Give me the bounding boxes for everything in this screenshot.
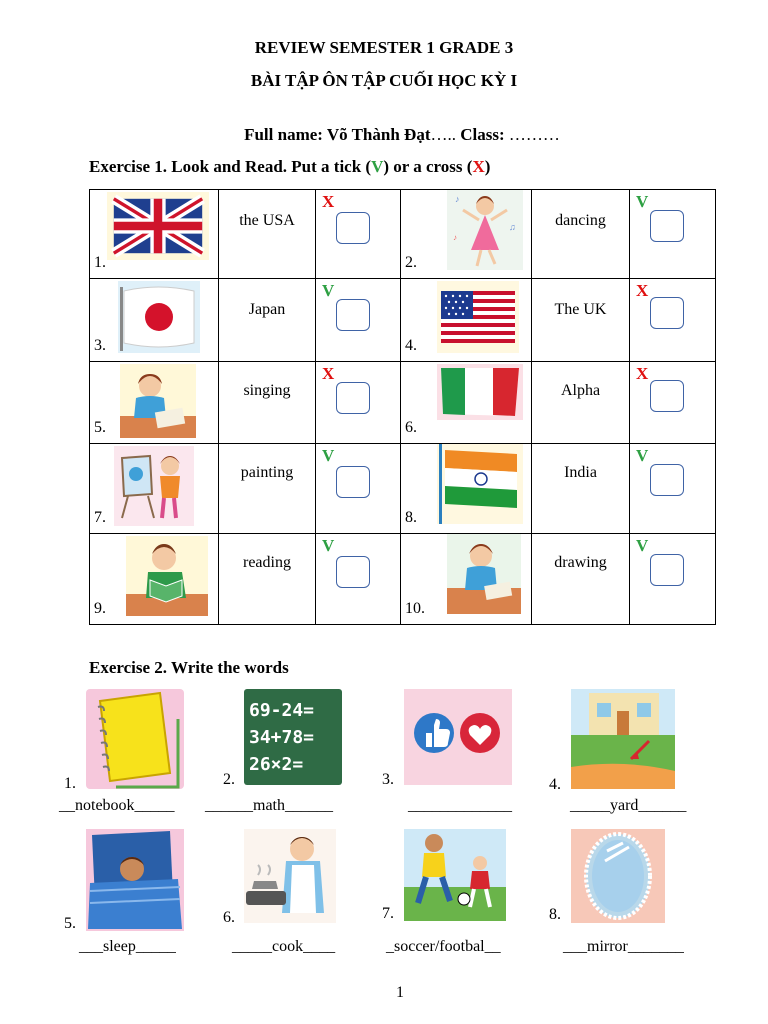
answer-cell [630,534,716,625]
tick-mark: V [322,536,335,555]
sleeping-child-icon [86,829,184,931]
math-board-icon [244,689,342,785]
cross-symbol: X [472,157,485,176]
table-row [90,444,716,534]
item-number: 4. [549,776,561,793]
word-cell: drawing [532,534,630,625]
exercise1-title: Exercise 1. Look and Read. Put a tick (V) or a cross (X) [89,157,491,176]
answer-line[interactable]: ___sleep_____ [79,938,176,955]
svg-text:♪: ♪ [453,233,457,242]
yard-icon [571,689,675,789]
document-subtitle: BÀI TẬP ÔN TẬP CUỐI HỌC KỲ I [250,71,518,90]
tick-mark: V [636,536,649,555]
cooking-man-icon [244,829,336,923]
answer-cell [630,279,716,362]
uk-flag-icon [106,192,210,260]
girl-drawing-icon [120,364,196,438]
class-dots: ……… [504,125,560,144]
svg-text:♫: ♫ [509,222,516,232]
cross-mark: X [322,192,335,211]
girl-painting-icon [114,446,194,526]
answer-checkbox[interactable] [650,464,684,496]
word-cell: dancing [532,190,630,279]
student-info-line [0,125,768,145]
answer-cell [316,534,401,625]
fullname-dots: ….. [430,125,461,144]
answer-checkbox[interactable] [650,554,684,586]
answer-cell [316,444,401,534]
answer-cell [316,279,401,362]
picture-cell: 6. [401,362,532,444]
svg-text:♪: ♪ [455,194,460,204]
answer-line[interactable]: _____________ [408,797,512,814]
tick-symbol: V [371,157,384,176]
picture-cell: 4. [401,279,532,362]
item-number: 8. [549,906,561,923]
item-number: 1. [64,775,76,792]
item-number: 5. [64,915,76,932]
svg-text:69-24=: 69-24= [249,700,315,721]
table-row [90,279,716,362]
exercise1-table [89,189,716,625]
notebook-icon [86,689,184,789]
india-flag-icon [437,444,523,524]
picture-cell: 5. [90,362,219,444]
answer-checkbox[interactable] [650,380,684,412]
word-cell: Japan [219,279,316,362]
answer-cell [316,190,401,279]
usa-flag-icon [437,281,519,353]
item-number: 3. [382,771,394,788]
tick-mark: V [636,446,649,465]
table-row [90,190,716,279]
word-cell: singing [219,362,316,444]
picture-cell: 3. [90,279,219,362]
word-cell: the USA [219,190,316,279]
word-cell: Alpha [532,362,630,444]
word-cell: painting [219,444,316,534]
answer-line[interactable]: ______math______ [205,797,333,814]
picture-cell: 10. [401,534,532,625]
answer-cell [316,362,401,444]
girl-drawing-icon-2 [447,534,521,614]
answer-checkbox[interactable] [336,299,370,331]
item-number: 7. [382,905,394,922]
picture-cell: 8. [401,444,532,534]
answer-checkbox[interactable] [336,556,370,588]
exercise2-title: Exercise 2. Write the words [89,658,289,677]
answer-checkbox[interactable] [650,297,684,329]
answer-cell [630,190,716,279]
picture-cell: 1. [90,190,219,279]
item-number: 2. [223,771,235,788]
tick-mark: V [322,446,335,465]
svg-text:26×2=: 26×2= [249,754,304,775]
answer-checkbox[interactable] [336,212,370,244]
cross-mark: X [636,281,649,300]
table-row [90,362,716,444]
tick-mark: V [636,192,649,211]
boy-reading-icon [126,536,208,616]
answer-checkbox[interactable] [336,382,370,414]
japan-flag-icon [118,281,200,353]
picture-cell: 7. [90,444,219,534]
tick-mark: V [322,281,335,300]
answer-line[interactable]: ___mirror_______ [563,938,684,955]
word-cell: The UK [532,279,630,362]
answer-checkbox[interactable] [336,466,370,498]
cross-mark: X [636,364,649,383]
word-cell: India [532,444,630,534]
class-label: Class: [460,125,505,144]
answer-line[interactable]: _____cook____ [232,938,336,955]
fullname-label: Full name: Võ Thành Đạt [244,125,431,144]
answer-line[interactable]: __notebook_____ [59,797,175,814]
item-number: 6. [223,909,235,926]
document-title: REVIEW SEMESTER 1 GRADE 3 [254,38,514,57]
picture-cell: 9. [90,534,219,625]
svg-text:34+78=: 34+78= [249,727,315,748]
cross-mark: X [322,364,335,383]
soccer-icon [404,829,506,921]
answer-cell [630,444,716,534]
picture-cell: 2. ♪ ♫ ♪ [401,190,532,279]
answer-cell [630,362,716,444]
answer-checkbox[interactable] [650,210,684,242]
table-row [90,534,716,625]
girl-dancing-icon [447,190,523,270]
page-number: 1 [396,984,404,1001]
answer-line[interactable]: _____yard______ [570,797,687,814]
italy-flag-icon [437,364,523,420]
mirror-icon [571,829,665,923]
answer-line[interactable]: _soccer/footbal__ [386,938,501,955]
word-cell: reading [219,534,316,625]
like-heart-icon [404,689,512,785]
